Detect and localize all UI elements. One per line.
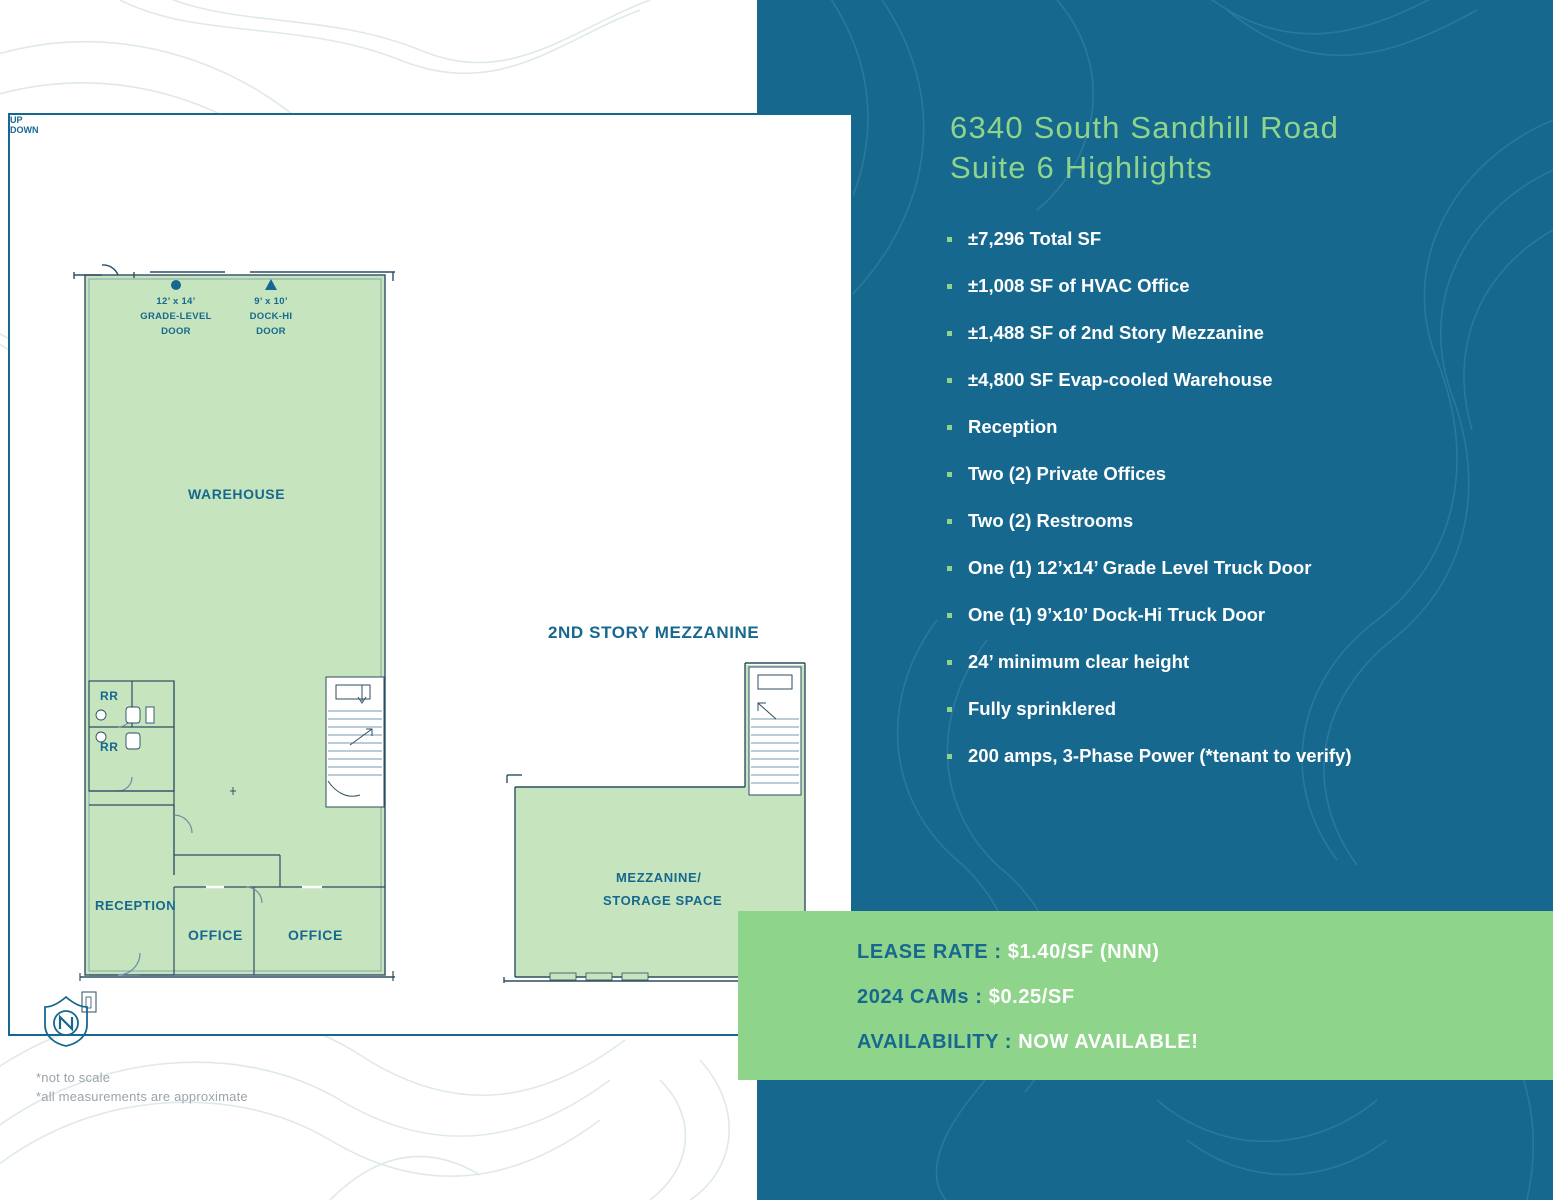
cams-row [857,986,1075,1009]
lease-rate-row [857,941,1160,964]
availability-label: AVAILABILITY : [857,1031,1013,1053]
list-item: Two (2) Private Offices [947,463,1527,485]
label-stair-down: DOWN [10,125,39,135]
floor-plan-card [8,113,853,1104]
label-grade-level-door [132,294,220,339]
list-item: ±1,488 SF of 2nd Story Mezzanine [947,322,1527,344]
disclaimer-measurements: *all measurements are approximate [36,1089,248,1104]
availability-row [857,1031,1198,1054]
list-item: 24’ minimum clear height [947,651,1527,673]
dock-door-line2: DOCK-HI [249,311,293,322]
label-office-2: OFFICE [288,927,343,943]
cams-label: 2024 CAMs : [857,986,983,1008]
grade-level-door-marker [171,280,181,290]
list-item: 200 amps, 3-Phase Power (*tenant to verify) [947,745,1527,767]
grade-door-size: 12’ x 14’ [156,296,196,307]
label-mezzanine-line1: MEZZANINE/ [616,870,702,885]
lease-rate-label: LEASE RATE : [857,941,1002,963]
grade-door-line3: DOOR [161,326,191,337]
label-restroom-2: RR [100,740,119,754]
label-restroom-1: RR [100,689,119,703]
list-item: Fully sprinklered [947,698,1527,720]
lease-rate-value: $1.40/SF (NNN) [1007,941,1160,963]
grade-door-line2: GRADE-LEVEL [140,311,212,322]
dock-door-size: 9’ x 10’ [254,296,288,307]
label-mezzanine-line2: STORAGE SPACE [603,893,723,908]
dock-door-line3: DOOR [256,326,286,337]
label-warehouse: WAREHOUSE [188,486,286,502]
highlights-list [947,228,1527,792]
label-office-1: OFFICE [188,927,243,943]
label-reception: RECEPTION [95,898,177,913]
north-arrow-logo-icon [40,995,92,1047]
label-dock-hi-door [230,294,312,339]
cams-value: $0.25/SF [988,986,1075,1008]
title-line-1: 6340 South Sandhill Road [950,110,1340,145]
title-line-2: Suite 6 Highlights [950,150,1213,185]
availability-value: NOW AVAILABLE! [1018,1031,1199,1053]
list-item: One (1) 12’x14’ Grade Level Truck Door [947,557,1527,579]
list-item: Two (2) Restrooms [947,510,1527,532]
list-item: ±7,296 Total SF [947,228,1527,250]
list-item: Reception [947,416,1527,438]
label-stair-up: UP [10,115,23,125]
floor-plan-drawing [10,115,851,1104]
page-title [950,108,1550,188]
label-mezzanine-title: 2ND STORY MEZZANINE [548,623,760,642]
list-item: ±4,800 SF Evap-cooled Warehouse [947,369,1527,391]
list-item: ±1,008 SF of HVAC Office [947,275,1527,297]
disclaimer-not-to-scale: *not to scale [36,1070,111,1085]
list-item: One (1) 9’x10’ Dock-Hi Truck Door [947,604,1527,626]
lease-summary-box [738,911,1553,1080]
